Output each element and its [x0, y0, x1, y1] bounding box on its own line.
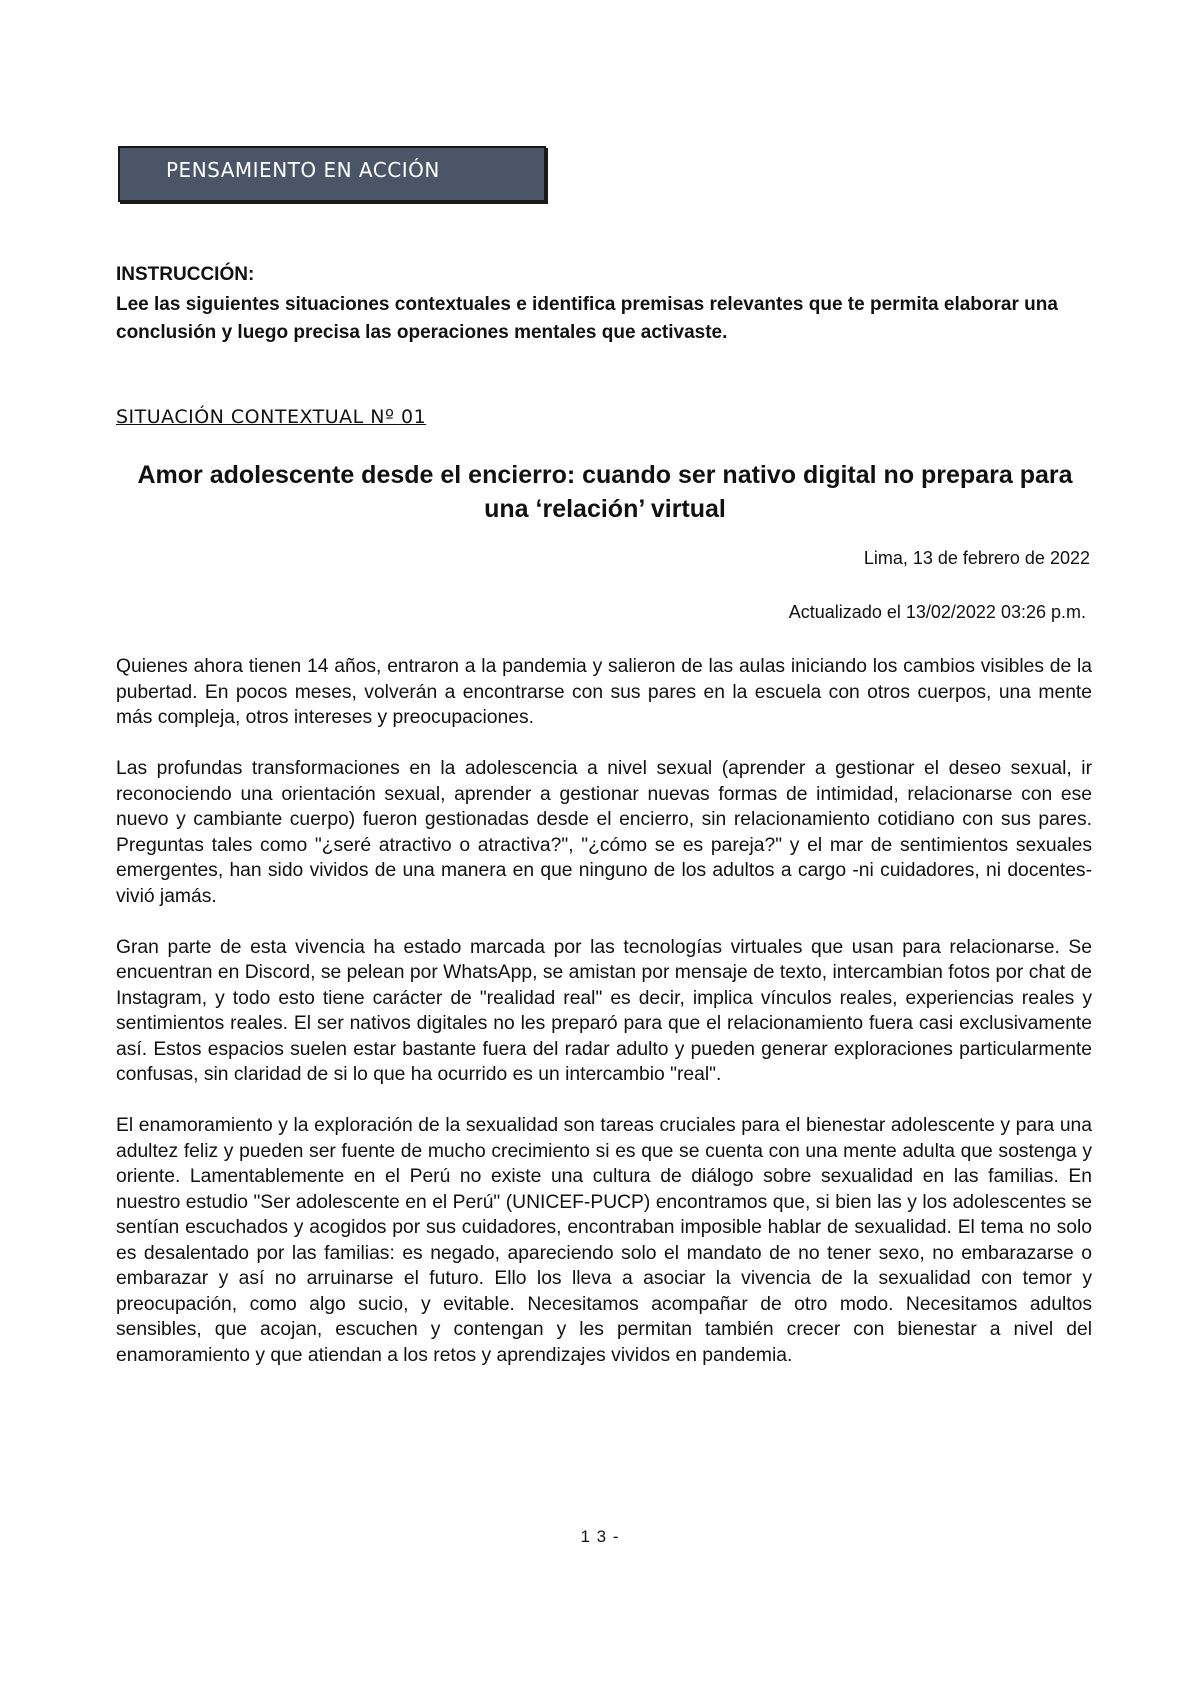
- section-banner: [118, 146, 546, 202]
- article-paragraph-1: Quienes ahora tienen 14 años, entraron a la pandemia y salieron de las aulas iniciando los cambios visibles de la pubertad. En pocos meses, volverán a encontrarse con sus pares en la escuela con otros cuerpos, una mente más compleja, otros intereses y preocupaciones.: [116, 656, 1092, 728]
- banner-label: PENSAMIENTO EN ACCIÓN: [166, 158, 440, 182]
- instruction-label: INSTRUCCIÓN:: [116, 264, 255, 285]
- situation-heading: SITUACIÓN CONTEXTUAL Nº 01: [116, 406, 427, 428]
- article-paragraph-2: Las profundas transformaciones en la adolescencia a nivel sexual (aprender a gestionar el deseo sexual, ir reconociendo una orientación sexual, aprender a gestionar nuevas formas de intimidad, relacionarse con ese nuevo y cambiante cuerpo) fueron gestionadas desde el encierro, sin relacionamiento cotidiano con sus pares. Preguntas tales como "¿seré atractivo o atractiva?", "¿cómo se es pareja?" y el mar de sentimientos sexuales emergentes, han sido vividos de una manera en que ninguno de los adultos a cargo -ni cuidadores, ni docentes- vivió jamás.: [116, 758, 1092, 907]
- article-paragraph-3: Gran parte de esta vivencia ha estado marcada por las tecnologías virtuales que usan para relacionarse. Se encuentran en Discord, se pelean por WhatsApp, se amistan por mensaje de texto, intercambian fotos por chat de Instagram, y todo esto tiene carácter de "realidad real" es decir, implica vínculos reales, experiencias reales y sentimientos reales. El ser nativos digitales no les preparó para que el relacionamiento fuera casi exclusivamente así. Estos espacios suelen estar bastante fuera del radar adulto y pueden generar exploraciones particularmente confusas, sin claridad de si lo que ha ocurrido es un intercambio "real".: [116, 936, 1092, 1085]
- article-updated: Actualizado el 13/02/2022 03:26 p.m.: [788, 602, 1086, 622]
- article-paragraph-4: El enamoramiento y la exploración de la sexualidad son tareas cruciales para el bienestar adolescente y para una adultez feliz y pueden ser fuente de mucho crecimiento si es que se cuenta con una mente adulta que sostenga y oriente. Lamentablemente en el Perú no existe una cultura de diálogo sobre sexualidad en las familias. En nuestro estudio "Ser adolescente en el Perú" (UNICEF-PUCP) encontramos que, si bien las y los adolescentes se sentían escuchados y acogidos por sus cuidadores, encontraban imposible hablar de sexualidad. El tema no solo es desalentado por las familias: es negado, apareciendo solo el mandato de no tener sexo, no embarazarse o embarazar y así no arruinarse el futuro. Ello los lleva a asociar la vivencia de la sexualidad con temor y preocupación, como algo sucio, y evitable. Necesitamos acompañar de otro modo. Necesitamos adultos sensibles, que acojan, escuchen y contengan y les permitan también crecer con bienestar a nivel del enamoramiento y que atiendan a los retos y aprendizajes vividos en pandemia.: [116, 1115, 1092, 1366]
- article-place-date: Lima, 13 de febrero de 2022: [863, 548, 1090, 568]
- instruction-text: Lee las siguientes situaciones contextuales e identifica premisas relevantes que te permita elaborar una conclusión y luego precisa las operaciones mentales que activaste.: [116, 294, 1058, 343]
- article-body: [116, 654, 1092, 1394]
- page-number: 1 3 -: [580, 1527, 620, 1546]
- article-title: Amor adolescente desde el encierro: cuando ser nativo digital no prepara para una ‘relación’ virtual: [137, 461, 1073, 523]
